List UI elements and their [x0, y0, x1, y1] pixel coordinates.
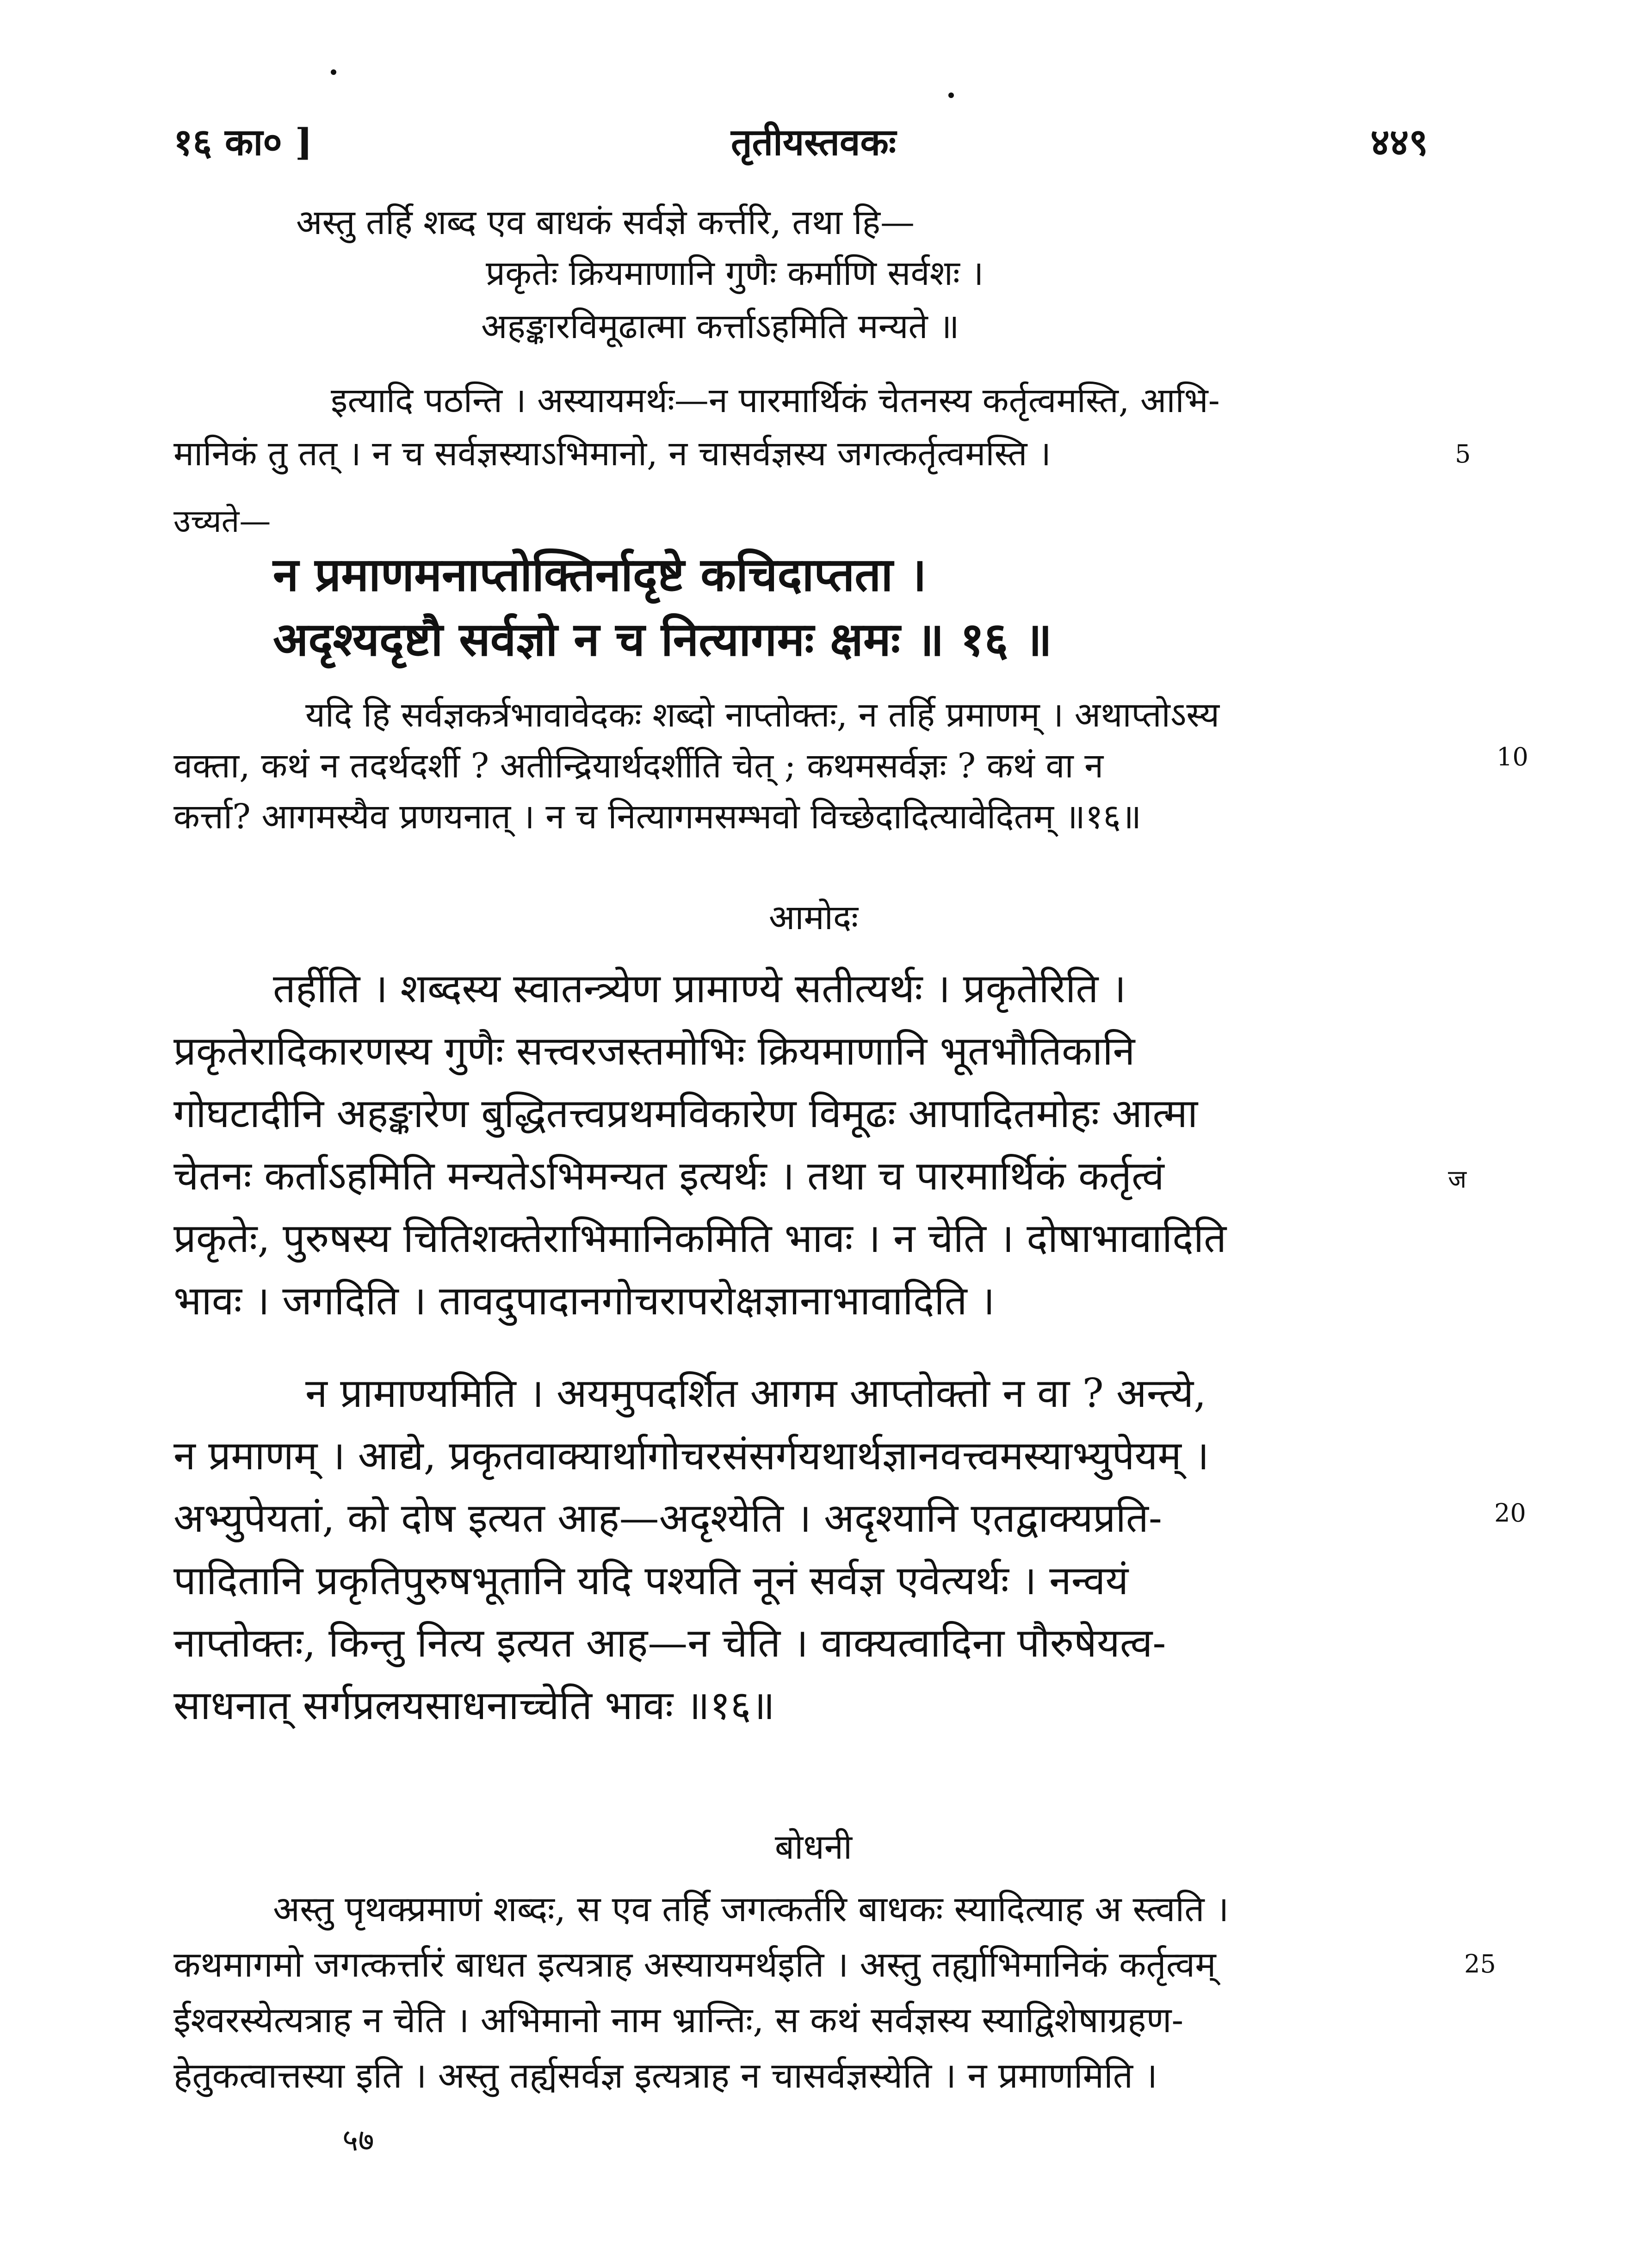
line-number: 25 — [1464, 1949, 1496, 1978]
amoda-line: पादितानि प्रकृतिपुरुषभूतानि यदि पश्यति नूनं सर्वज्ञ एवेत्यर्थः । नन्वयं — [173, 1558, 1129, 1604]
amoda-line: नाप्तोक्तः, किन्तु नित्य इत्यत आह—न चेति । वाक्यत्वादिना पौरुषेयत्व- — [173, 1620, 1166, 1666]
intro-line: इत्यादि पठन्ति । अस्यायमर्थः—न पारमार्थिकं चेतनस्य कर्तृत्वमस्ति, आभि- — [331, 381, 1220, 420]
commentary-line: कर्त्ता? आगमस्यैव प्रणयनात् । न च नित्यागमसम्भवो विच्छेदादित्यावेदितम् ॥१६॥ — [173, 797, 1142, 837]
bodhani-heading: बोधनी — [774, 1827, 853, 1867]
commentary-line: वक्ता, कथं न तदर्थदर्शी ? अतीन्द्रियार्थदर्शीति चेत् ; कथमसर्वज्ञः ? कथं वा न — [173, 746, 1104, 786]
line-number: 10 — [1497, 742, 1528, 771]
uchyate-label: उच्यते— — [173, 503, 271, 540]
amoda-line: तर्हीति । शब्दस्य स्वातन्त्र्येण प्रामाण्ये सतीत्यर्थः । प्रकृतेरिति । — [273, 966, 1126, 1012]
amoda-line: साधनात् सर्गप्रलयसाधनाच्चेति भावः ॥१६॥ — [173, 1683, 775, 1729]
amoda-heading: आमोदः — [768, 898, 859, 937]
header-chapter-title: तृतीयस्तवकः — [730, 120, 897, 164]
karika-line: अदृश्यदृष्टौ सर्वज्ञो न च नित्यागमः क्षमः ॥ १६ ॥ — [273, 612, 1052, 666]
print-speck — [331, 69, 336, 75]
bodhani-line: ईश्वरस्येत्यत्राह न चेति । अभिमानो नाम भ्रान्तिः, स कथं सर्वज्ञस्य स्याद्विशेषाग्रहण- — [173, 1999, 1184, 2040]
amoda-line: प्रकृतेः, पुरुषस्य चितिशक्तेराभिमानिकमिति भावः । न चेति । दोषाभावादिति — [173, 1215, 1227, 1262]
signature-mark: ५७ — [342, 2122, 374, 2158]
bodhani-line: कथमागमो जगत्कर्त्तारं बाधत इत्यत्राह अस्यायमर्थइति । अस्तु तर्ह्याभिमानिकं कर्तृत्वम् — [173, 1944, 1216, 1985]
karika-line: न प्रमाणमनाप्तोक्तिर्नादृष्टे कचिदाप्तता । — [273, 547, 927, 602]
amoda-line: प्रकृतेरादिकारणस्य गुणैः सत्त्वरजस्तमोभिः क्रियमाणानि भूतभौतिकानि — [173, 1028, 1135, 1074]
quote-line: प्रकृतेः क्रियमाणानि गुणैः कर्माणि सर्वशः । — [486, 253, 984, 293]
amoda-line: न प्रमाणम् । आद्ये, प्रकृतवाक्यार्थागोचरसंसर्गयथार्थज्ञानवत्त्वमस्याभ्युपेयम् । — [173, 1433, 1209, 1479]
amoda-line: अभ्युपेयतां, को दोष इत्यत आह—अदृश्येति । अदृश्यानि एतद्वाक्यप्रति- — [173, 1495, 1162, 1541]
amoda-line: चेतनः कर्ताऽहमिति मन्यतेऽभिमन्यत इत्यर्थः । तथा च पारमार्थिकं कर्तृत्वं — [173, 1153, 1164, 1199]
amoda-line: भावः । जगदिति । तावदुपादानगोचरापरोक्षज्ञानाभावादिति । — [173, 1278, 995, 1324]
bodhani-line: हेतुकत्वात्तस्या इति । अस्तु तर्ह्यसर्वज्ञ इत्यत्राह न चासर्वज्ञस्येति । न प्रमाणमिति । — [173, 2055, 1158, 2096]
intro-line: अस्तु तर्हि शब्द एव बाधकं सर्वज्ञे कर्त्तरि, तथा हि— — [296, 203, 915, 242]
header-section-ref: १६ का० ] — [173, 120, 313, 164]
amoda-line: न प्रामाण्यमिति । अयमुपदर्शित आगम आप्तोक्तो न वा ? अन्त्ये, — [305, 1370, 1206, 1417]
line-number: 5 — [1455, 439, 1471, 468]
line-number: ज — [1448, 1165, 1467, 1194]
bodhani-line: अस्तु पृथक्प्रमाणं शब्दः, स एव तर्हि जगत्कर्तरि बाधकः स्यादित्याह अ स्त्वति । — [273, 1888, 1229, 1929]
line-number: 20 — [1494, 1498, 1526, 1528]
print-speck — [948, 92, 954, 98]
intro-line: मानिकं तु तत् । न च सर्वज्ञस्याऽभिमानो, न चासर्वज्ञस्य जगत्कर्तृत्वमस्ति । — [173, 434, 1052, 474]
header-page-number: ४४९ — [1370, 120, 1428, 164]
quote-line: अहङ्कारविमूढात्मा कर्त्ताऽहमिति मन्यते ॥ — [481, 307, 959, 346]
commentary-line: यदि हि सर्वज्ञकर्त्रभावावेदकः शब्दो नाप्तोक्तः, न तर्हि प्रमाणम् । अथाप्तोऽस्य — [305, 695, 1220, 735]
amoda-line: गोघटादीनि अहङ्कारेण बुद्धितत्त्वप्रथमविकारेण विमूढः आपादितमोहः आत्मा — [173, 1091, 1198, 1137]
